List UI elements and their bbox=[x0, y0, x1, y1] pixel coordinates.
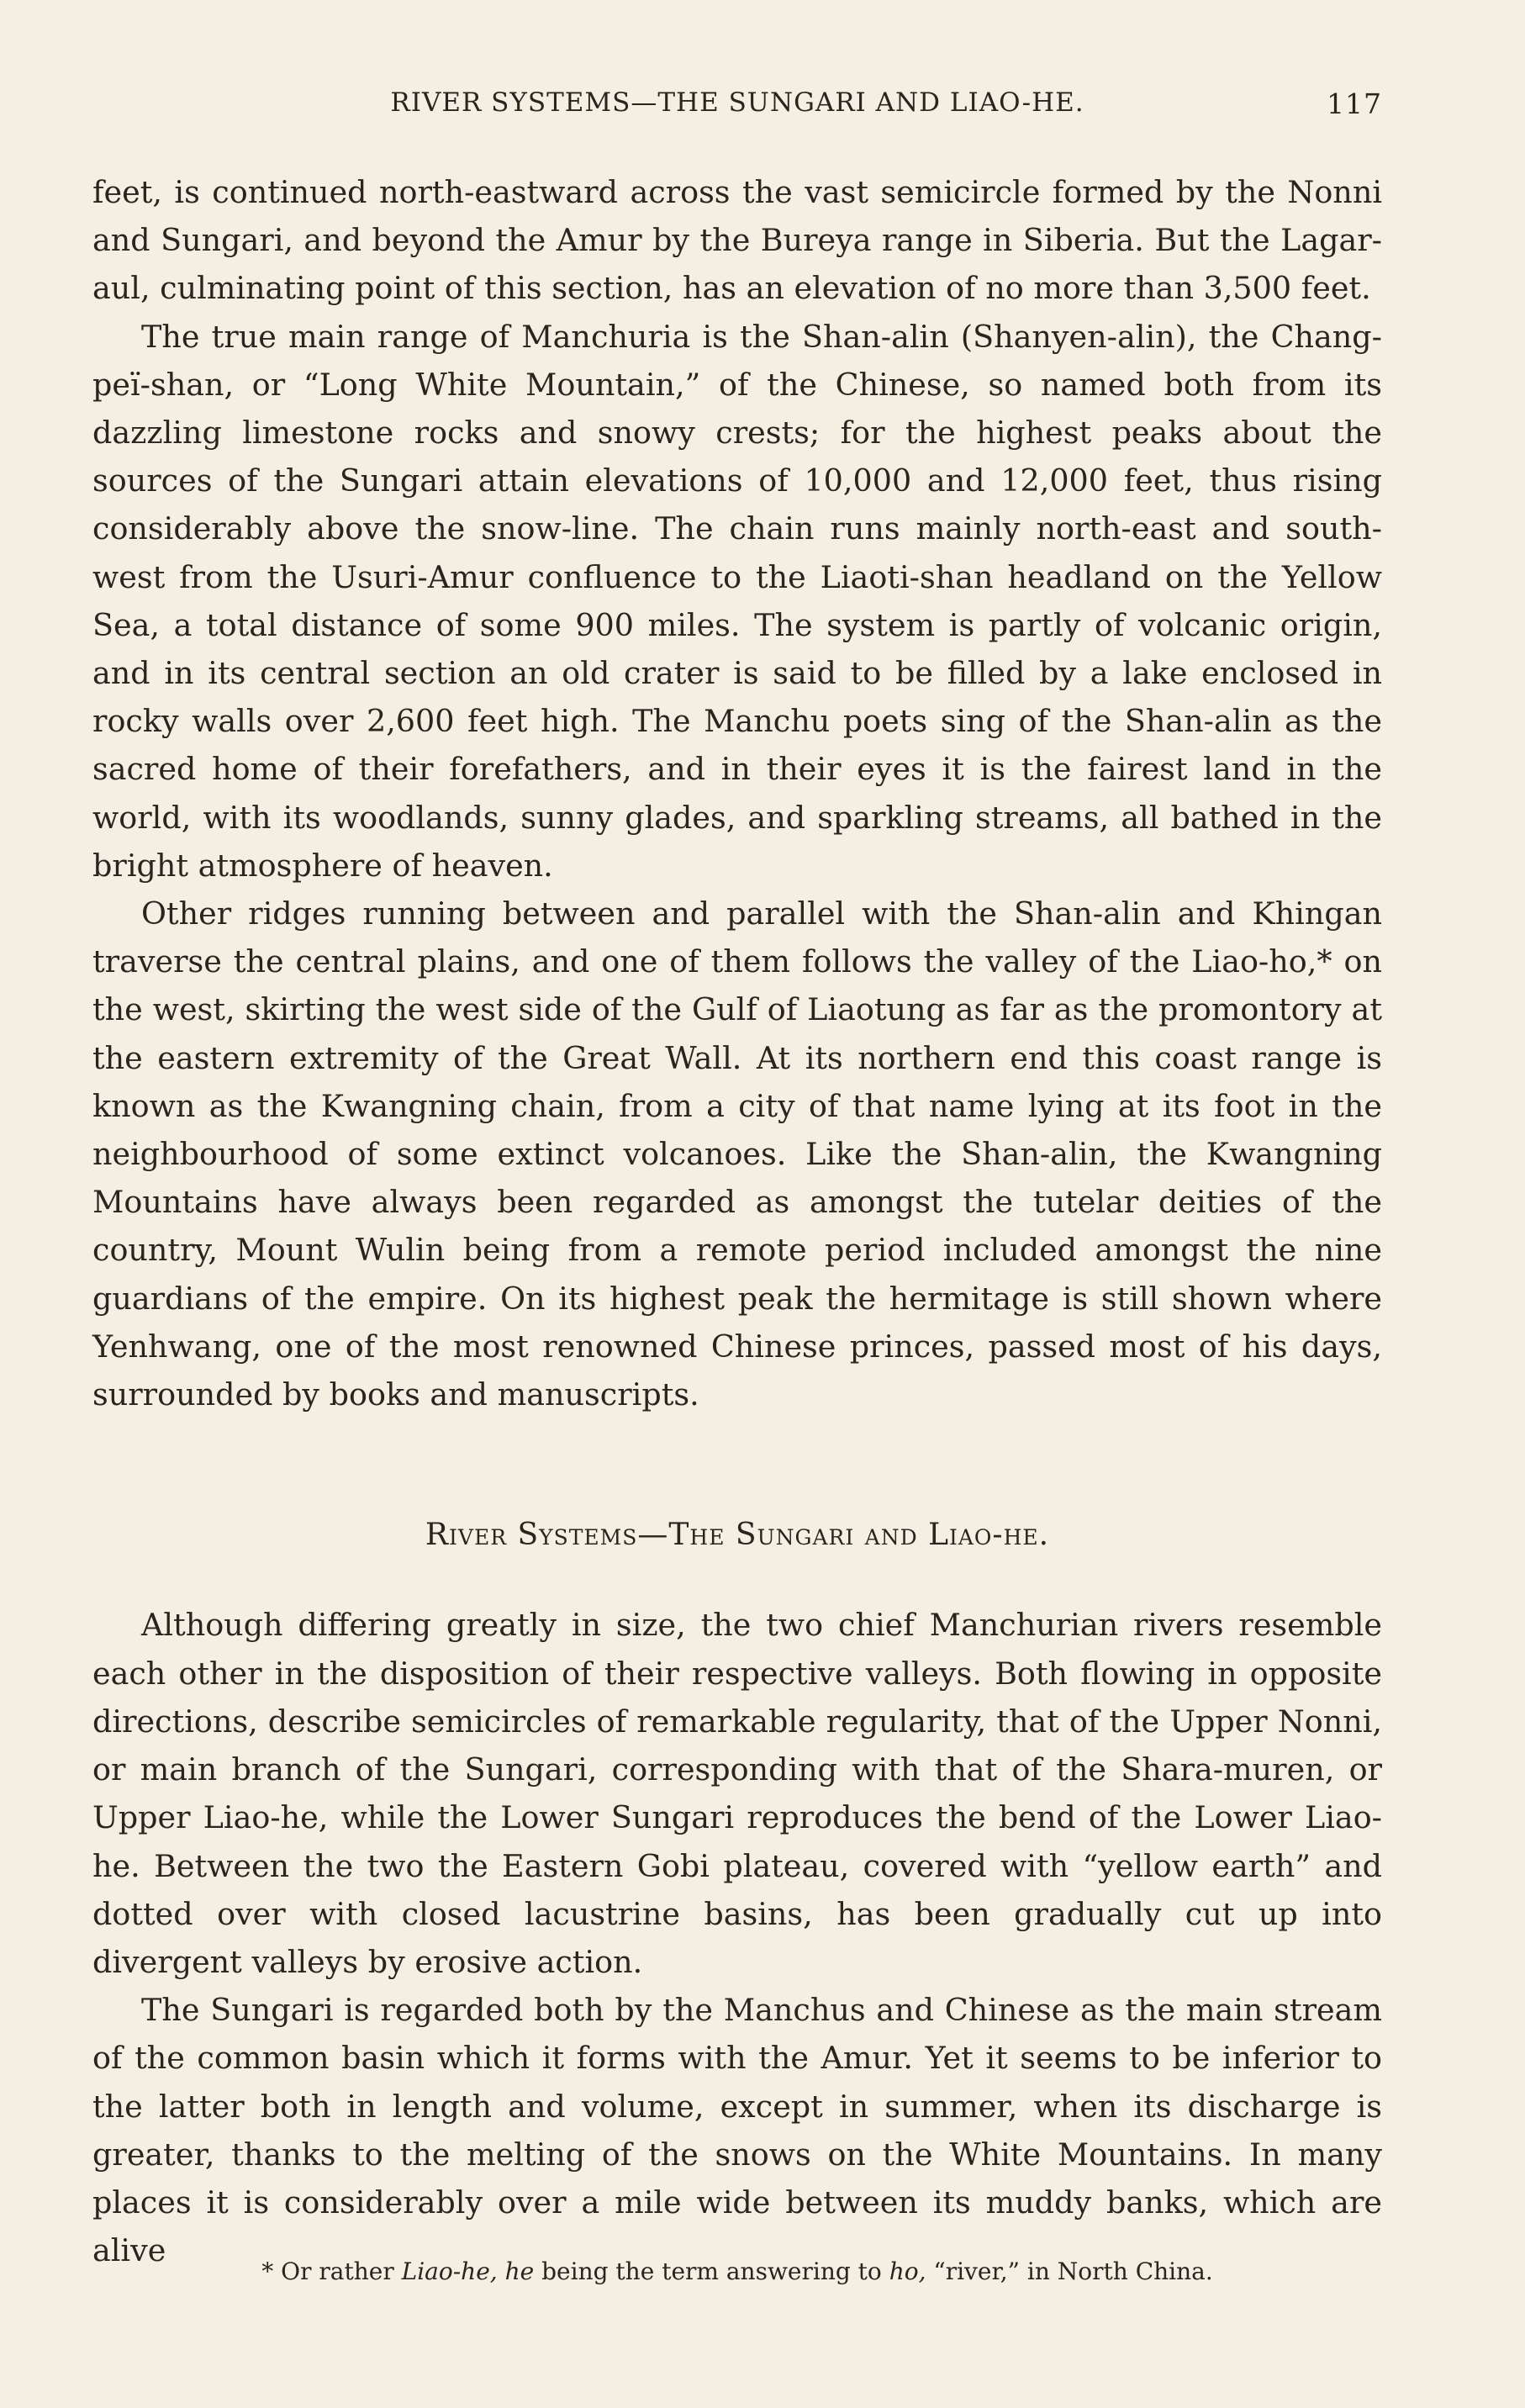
footnote-text-middle: being the term answering to bbox=[541, 2258, 882, 2285]
paragraph-1: feet, is continued north-eastward across the vast semicircle formed by the Nonni and Sungari, and beyond the Amur by the Bureya range in Siberia. But the Lagar-aul, culminating point of this section, has an elevation of no more than 3,500 feet. bbox=[92, 174, 1382, 307]
footnote-text-after: “river,” in North China. bbox=[933, 2258, 1213, 2285]
footnote-marker: * bbox=[261, 2258, 274, 2285]
running-head bbox=[92, 87, 1382, 129]
footnote-term-liao-he: Liao-he, bbox=[401, 2258, 498, 2285]
paragraph-3: Other ridges running between and parallel with the Shan-alin and Khingan traverse the central plains, and one of them follows the valley of the Liao-ho,* on the west, skirting the west side of the Gulf of Liaotung as far as the promontory at the eastern extremity of the Great Wall. At its northern end this coast range is known as the Kwangning chain, from a city of that name lying at its foot in the neighbourhood of some extinct volcanoes. Like the Shan-alin, the Kwangning Mountains have always been regarded as amongst the tutelar deities of the country, Mount Wulin being from a remote period included amongst the nine guardians of the empire. On its highest peak the hermitage is still shown where Yenhwang, one of the most renowned Chinese princes, passed most of his days, surrounded by books and manuscripts. bbox=[92, 895, 1382, 1413]
paragraph-2: The true main range of Manchuria is the Shan-alin (Shanyen-alin), the Chang-peï-shan, or “Long White Mountain,” of the Chinese, so named both from its dazzling limestone rocks and snowy crests; for the highest peaks about the sources of the Sungari attain elevations of 10,000 and 12,000 feet, thus rising considerably above the snow-line. The chain runs mainly north-east and south-west from the Usuri-Amur confluence to the Liaoti-shan headland on the Yellow Sea, a total distance of some 900 miles. The system is partly of volcanic origin, and in its central section an old crater is said to be filled by a lake enclosed in rocky walls over 2,600 feet high. The Manchu poets sing of the Shan-alin as the sacred home of their forefathers, and in their eyes it is the fairest land in the world, with its woodlands, sunny glades, and sparkling streams, all bathed in the bright atmosphere of heaven. bbox=[92, 318, 1382, 884]
running-title: RIVER SYSTEMS—THE SUNGARI AND LIAO-HE. bbox=[390, 87, 1084, 118]
footnote-text-before: Or rather bbox=[281, 2258, 394, 2285]
footnote bbox=[92, 2258, 1382, 2285]
body-text bbox=[92, 168, 1382, 2274]
paragraph-4: Although differing greatly in size, the two chief Manchurian rivers resemble each other in the disposition of their respective valleys. Both flowing in opposite directions, describe semicircles of remarkable regularity, that of the Upper Nonni, or main branch of the Sungari, corresponding with that of the Shara-muren, or Upper Liao-he, while the Lower Sungari reproduces the bend of the Lower Liao-he. Between the two the Eastern Gobi plateau, covered with “yellow earth” and dotted over with closed lacustrine basins, has been gradually cut up into divergent valleys by erosive action. bbox=[92, 1607, 1382, 1980]
page-number: 117 bbox=[1327, 87, 1382, 120]
paragraph-5: The Sungari is regarded both by the Manchus and Chinese as the main stream of the common basin which it forms with the Amur. Yet it seems to be inferior to the latter both in length and volume, except in summer, when its discharge is greater, thanks to the melting of the snows on the White Mountains. In many places it is considerably over a mile wide between its muddy banks, which are alive bbox=[92, 1992, 1382, 2269]
footnote-term-ho: ho, bbox=[889, 2258, 926, 2285]
footnote-term-he: he bbox=[504, 2258, 535, 2285]
section-heading: River Systems—The Sungari and Liao-he. bbox=[425, 1518, 1050, 1553]
